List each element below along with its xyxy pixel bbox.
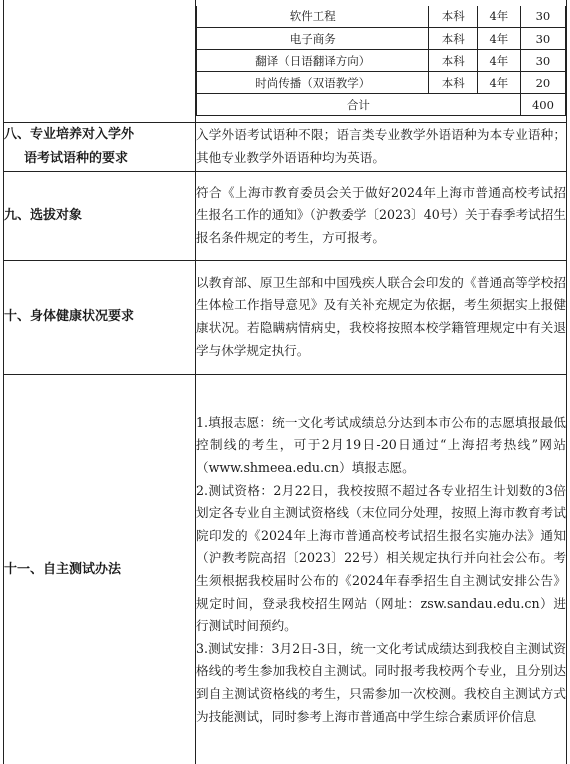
major-years: 4年 — [477, 6, 520, 28]
major-row — [197, 28, 566, 50]
section-10-label-text: 十、身体健康状况要求 — [4, 309, 135, 324]
major-years: 4年 — [477, 28, 520, 50]
major-quota: 20 — [520, 72, 565, 94]
major-quota: 30 — [520, 6, 565, 28]
section-8-label — [4, 122, 196, 171]
major-quota: 30 — [520, 28, 565, 50]
majors-row — [4, 0, 567, 122]
major-years: 4年 — [477, 72, 520, 94]
major-row — [197, 72, 566, 94]
section-11-paragraph-1: 1.填报志愿：统一文化考试成绩总分达到本市公布的志愿填报最低控制线的考生，可于2月19日-20日通过“上海招考热线”网站（www.shmeea.edu.cn）填报志愿。 — [196, 414, 566, 476]
major-name: 软件工程 — [197, 6, 429, 28]
section-8-content — [196, 122, 567, 171]
majors-table — [196, 6, 566, 117]
major-level: 本科 — [429, 72, 478, 94]
section-8-text: 入学外语考试语种不限；语言类专业教学外语语种为本专业语种；其他专业教学外语语种均为英语。 — [196, 126, 566, 165]
section-10-row — [4, 260, 567, 374]
majors-total-row — [197, 94, 566, 116]
major-quota: 30 — [520, 50, 565, 72]
major-name: 翻译（日语翻译方向） — [197, 50, 429, 72]
major-name: 时尚传播（双语教学） — [197, 72, 429, 94]
major-row — [197, 50, 566, 72]
major-level: 本科 — [429, 50, 478, 72]
section-8-label-line1: 八、专业培养对入学外 — [4, 126, 135, 142]
section-10-label — [4, 260, 196, 374]
majors-cell — [196, 0, 567, 122]
major-level: 本科 — [429, 28, 478, 50]
section-8-row — [4, 122, 567, 171]
section-11-paragraph-3: 3.测试安排：3月2日-3日，统一文化考试成绩达到我校自主测试资格线的考生参加我校自主测试。同时报考我校两个专业，且分别达到自主测试资格线的考生，只需参加一次校测。我校自主测试方式为技能测试，同时参考上海市普通高中学生综合素质评价信息 — [196, 640, 566, 724]
section-10-content — [196, 260, 567, 374]
majors-total-label: 合计 — [197, 94, 521, 116]
major-name: 电子商务 — [197, 28, 429, 50]
section-11-row — [4, 374, 567, 764]
section-9-content — [196, 171, 567, 260]
section-9-row — [4, 171, 567, 260]
section-11-content — [196, 374, 567, 764]
section-10-text: 以教育部、原卫生部和中国残疾人联合会印发的《普通高等学校招生体检工作指导意见》及有关补充规定为依据，考生须据实上报健康状况。若隐瞒病情病史，我校将按照本校学籍管理规定中有关退学与休学规定执行。 — [196, 274, 566, 358]
section-9-label — [4, 171, 196, 260]
section-9-label-text: 九、选拔对象 — [4, 207, 83, 223]
major-level: 本科 — [429, 6, 478, 28]
section-8-label-line2: 语考试语种的要求 — [24, 150, 129, 166]
section-11-label — [4, 374, 196, 764]
section-9-text: 符合《上海市教育委员会关于做好2024年上海市普通高校考试招生报名工作的通知》（沪教委学〔2023〕40号）关于春季考试招生报名条件规定的考生，方可报考。 — [196, 184, 566, 245]
major-years: 4年 — [477, 50, 520, 72]
majors-total-quota: 400 — [520, 94, 565, 116]
majors-row-label-cell — [4, 0, 196, 122]
section-11-label-text: 十一、自主测试办法 — [4, 562, 122, 577]
admission-info-table — [3, 0, 567, 764]
major-row — [197, 6, 566, 28]
section-11-paragraph-2: 2.测试资格：2月22日，我校按照不超过各专业招生计划数的3倍划定各专业自主测试资格线（末位同分处理，按照上海市教育考试院印发的《2024年上海市普通高校考试招生报名实施办法》通知（沪教考院高招〔2023〕22号）相关规定执行并向社会公布。考生须根据我校届时公布的《2024年春季招生自主测试安排公告》规定时间，登录我校招生网站（网址：zsw.sandau.edu.cn）进行测试时间预约。 — [196, 482, 566, 634]
